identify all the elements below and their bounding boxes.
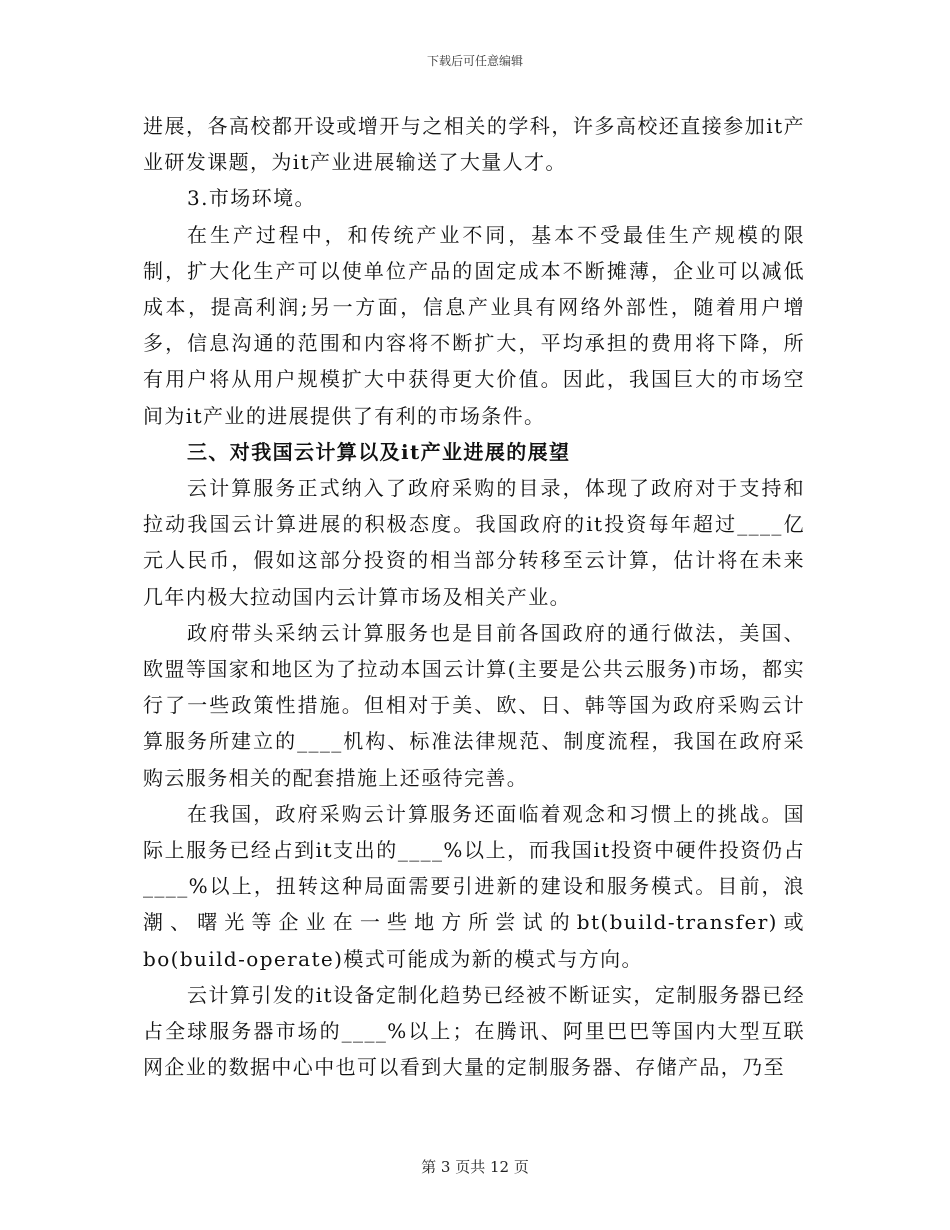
paragraph-international-practice: 政府带头采纳云计算服务也是目前各国政府的通行做法，美国、欧盟等国家和地区为了拉动本国云计算(主要是公共云服务)市场，都实行了一些政策性措施。但相对于美、欧、日、韩等国为政府采购云计算服务所建立的____机构、标准法律规范、制度流程，我国在政府采购云服务相关的配套措施上还亟待完善。 xyxy=(143,620,805,790)
paragraph-continuation: 进展，各高校都开设或增开与之相关的学科，许多高校还直接参加it产业研发课题，为it产业进展输送了大量人才。 xyxy=(143,114,805,175)
page-footer: 第 3 页共 12 页 xyxy=(421,1158,529,1176)
paragraph-challenges: 在我国，政府采购云计算服务还面临着观念和习惯上的挑战。国际上服务已经占到it支出的____%以上，而我国it投资中硬件投资仍占____%以上，扭转这种局面需要引进新的建设和服务模式。目前，浪潮、曙光等企业在一些地方所尝试的bt(build-transfer)或bo(build-operate)模式可能成为新的模式与方向。 xyxy=(143,801,805,971)
paragraph-market-environment: 在生产过程中，和传统产业不同，基本不受最佳生产规模的限制，扩大化生产可以使单位产品的固定成本不断摊薄，企业可以减低成本，提高利润;另一方面，信息产业具有网络外部性，随着用户增多，信息沟通的范围和内容将不断扩大，平均承担的费用将下降，所有用户将从用户规模扩大中获得更大价值。因此，我国巨大的市场空间为it产业的进展提供了有利的市场条件。 xyxy=(143,222,805,428)
paragraph-customization-trend: 云计算引发的it设备定制化趋势已经被不断证实，定制服务器已经占全球服务器市场的____%以上；在腾讯、阿里巴巴等国内大型互联网企业的数据中心中也可以看到大量的定制服务器、存储产品，乃至 xyxy=(143,982,805,1080)
page-header: 下载后可任意编辑 xyxy=(426,54,523,68)
section-heading-outlook: 三、对我国云计算以及it产业进展的展望 xyxy=(187,439,571,464)
subheading-market-environment: 3.市场环境。 xyxy=(187,186,316,211)
paragraph-government-procurement: 云计算服务正式纳入了政府采购的目录，体现了政府对于支持和拉动我国云计算进展的积极态度。我国政府的it投资每年超过____亿元人民币，假如这部分投资的相当部分转移至云计算，估计将在未来几年内极大拉动国内云计算市场及相关产业。 xyxy=(143,476,805,609)
document-body xyxy=(143,108,805,1085)
